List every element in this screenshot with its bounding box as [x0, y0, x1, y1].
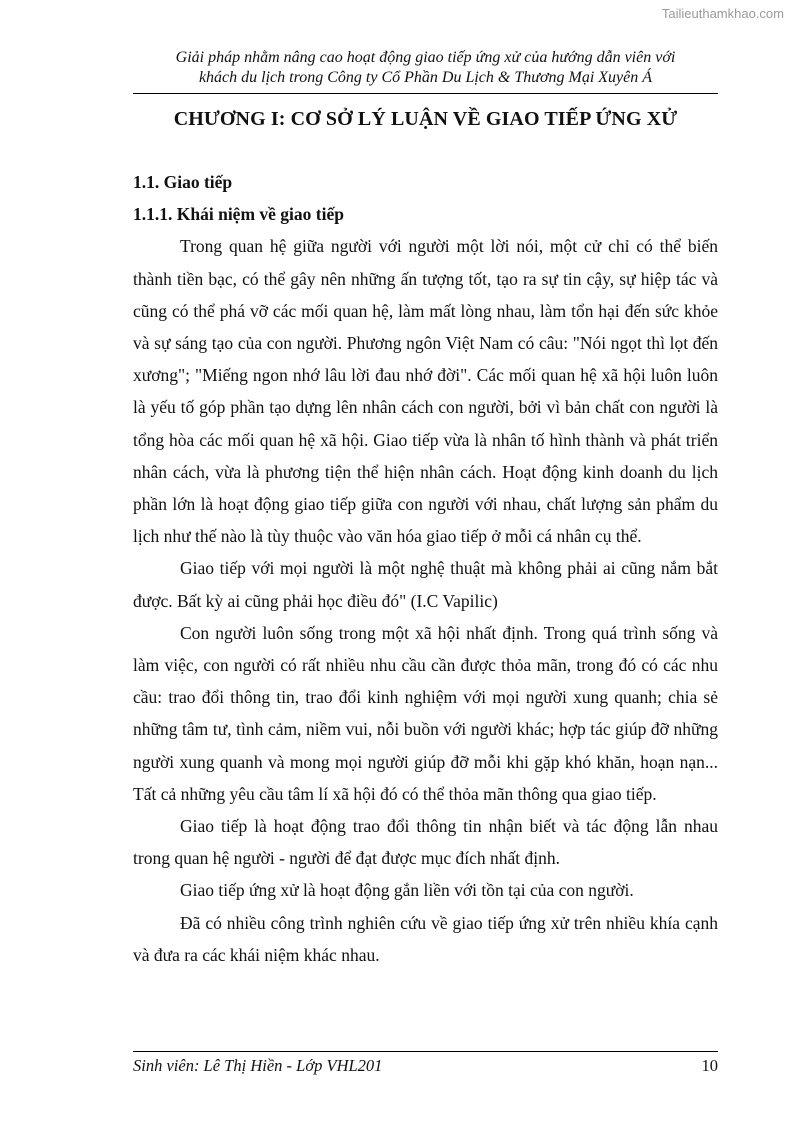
paragraph: Đã có nhiều công trình nghiên cứu về giao tiếp ứng xử trên nhiều khía cạnh và đưa ra các khái niệm khác nhau.: [133, 912, 718, 965]
paragraph: Con người luôn sống trong một xã hội nhất định. Trong quá trình sống và làm việc, con người có rất nhiều nhu cầu cần được thỏa mãn, trong đó có các nhu cầu: trao đổi thông tin, trao đổi kinh nghiệm với mọi người xung quanh; chia sẻ những tâm tư, tình cảm, niềm vui, nỗi buồn với người khác; hợp tác giúp đỡ những người xung quanh và mong mọi người giúp đỡ mỗi khi gặp khó khăn, hoạn nạn... Tất cả những yêu cầu tâm lí xã hội đó có thể thỏa mãn thông qua giao tiếp.: [133, 622, 718, 804]
watermark: Tailieuthamkhao.com: [661, 6, 784, 21]
paragraph: Giao tiếp với mọi người là một nghệ thuật mà không phải ai cũng nắm bắt được. Bất kỳ ai cũng phải học điều đó" (I.C Vapilic): [133, 558, 718, 611]
footer-student: Sinh viên: Lê Thị Hiền - Lớp VHL201: [133, 1056, 383, 1075]
footer-divider: [133, 1051, 718, 1052]
body-content: [133, 166, 718, 971]
paragraph: Giao tiếp là hoạt động trao đổi thông tin nhận biết và tác động lẫn nhau trong quan hệ người - người để đạt được mục đích nhất định.: [133, 816, 718, 869]
header-line-1: Giải pháp nhằm nâng cao hoạt động giao tiếp ứng xử của hướng dẫn viên với: [175, 49, 676, 66]
section-heading: 1.1. Giao tiếp: [133, 172, 233, 192]
chapter-title: CHƯƠNG I: CƠ SỞ LÝ LUẬN VỀ GIAO TIẾP ỨNG XỬ: [173, 108, 678, 130]
paragraph: Giao tiếp ứng xử là hoạt động gắn liền với tồn tại của con người.: [180, 880, 634, 901]
subsection-heading: 1.1.1. Khái niệm về giao tiếp: [133, 204, 344, 225]
header-divider: [133, 93, 718, 94]
header-line-2: khách du lịch trong Công ty Cổ Phần Du Lịch & Thương Mại Xuyên Á: [198, 69, 653, 86]
page-number: 10: [701, 1056, 718, 1075]
running-header: [133, 48, 718, 88]
paragraph: Trong quan hệ giữa người với người một lời nói, một cử chỉ có thể biến thành tiền bạc, có thể gây nên những ấn tượng tốt, tạo ra sự tin cậy, sự hiệp tác và cũng có thể phá vỡ các mối quan hệ, làm mất lòng nhau, làm tổn hại đến sức khỏe và sự sáng tạo của con người. Phương ngôn Việt Nam có câu: "Nói ngọt thì lọt đến xương"; "Miếng ngon nhớ lâu lời đau nhớ đời". Các mối quan hệ xã hội luôn luôn là yếu tố góp phần tạo dựng lên nhân cách con người, bởi vì bản chất con người là tổng hòa các mối quan hệ xã hội. Giao tiếp vừa là nhân tố hình thành và phát triển nhân cách, vừa là phương tiện thể hiện nhân cách. Hoạt động kinh doanh du lịch phần lớn là hoạt động giao tiếp giữa con người với nhau, chất lượng sản phẩm du lịch như thế nào là tùy thuộc vào văn hóa giao tiếp ở mỗi cá nhân cụ thể.: [133, 236, 718, 547]
